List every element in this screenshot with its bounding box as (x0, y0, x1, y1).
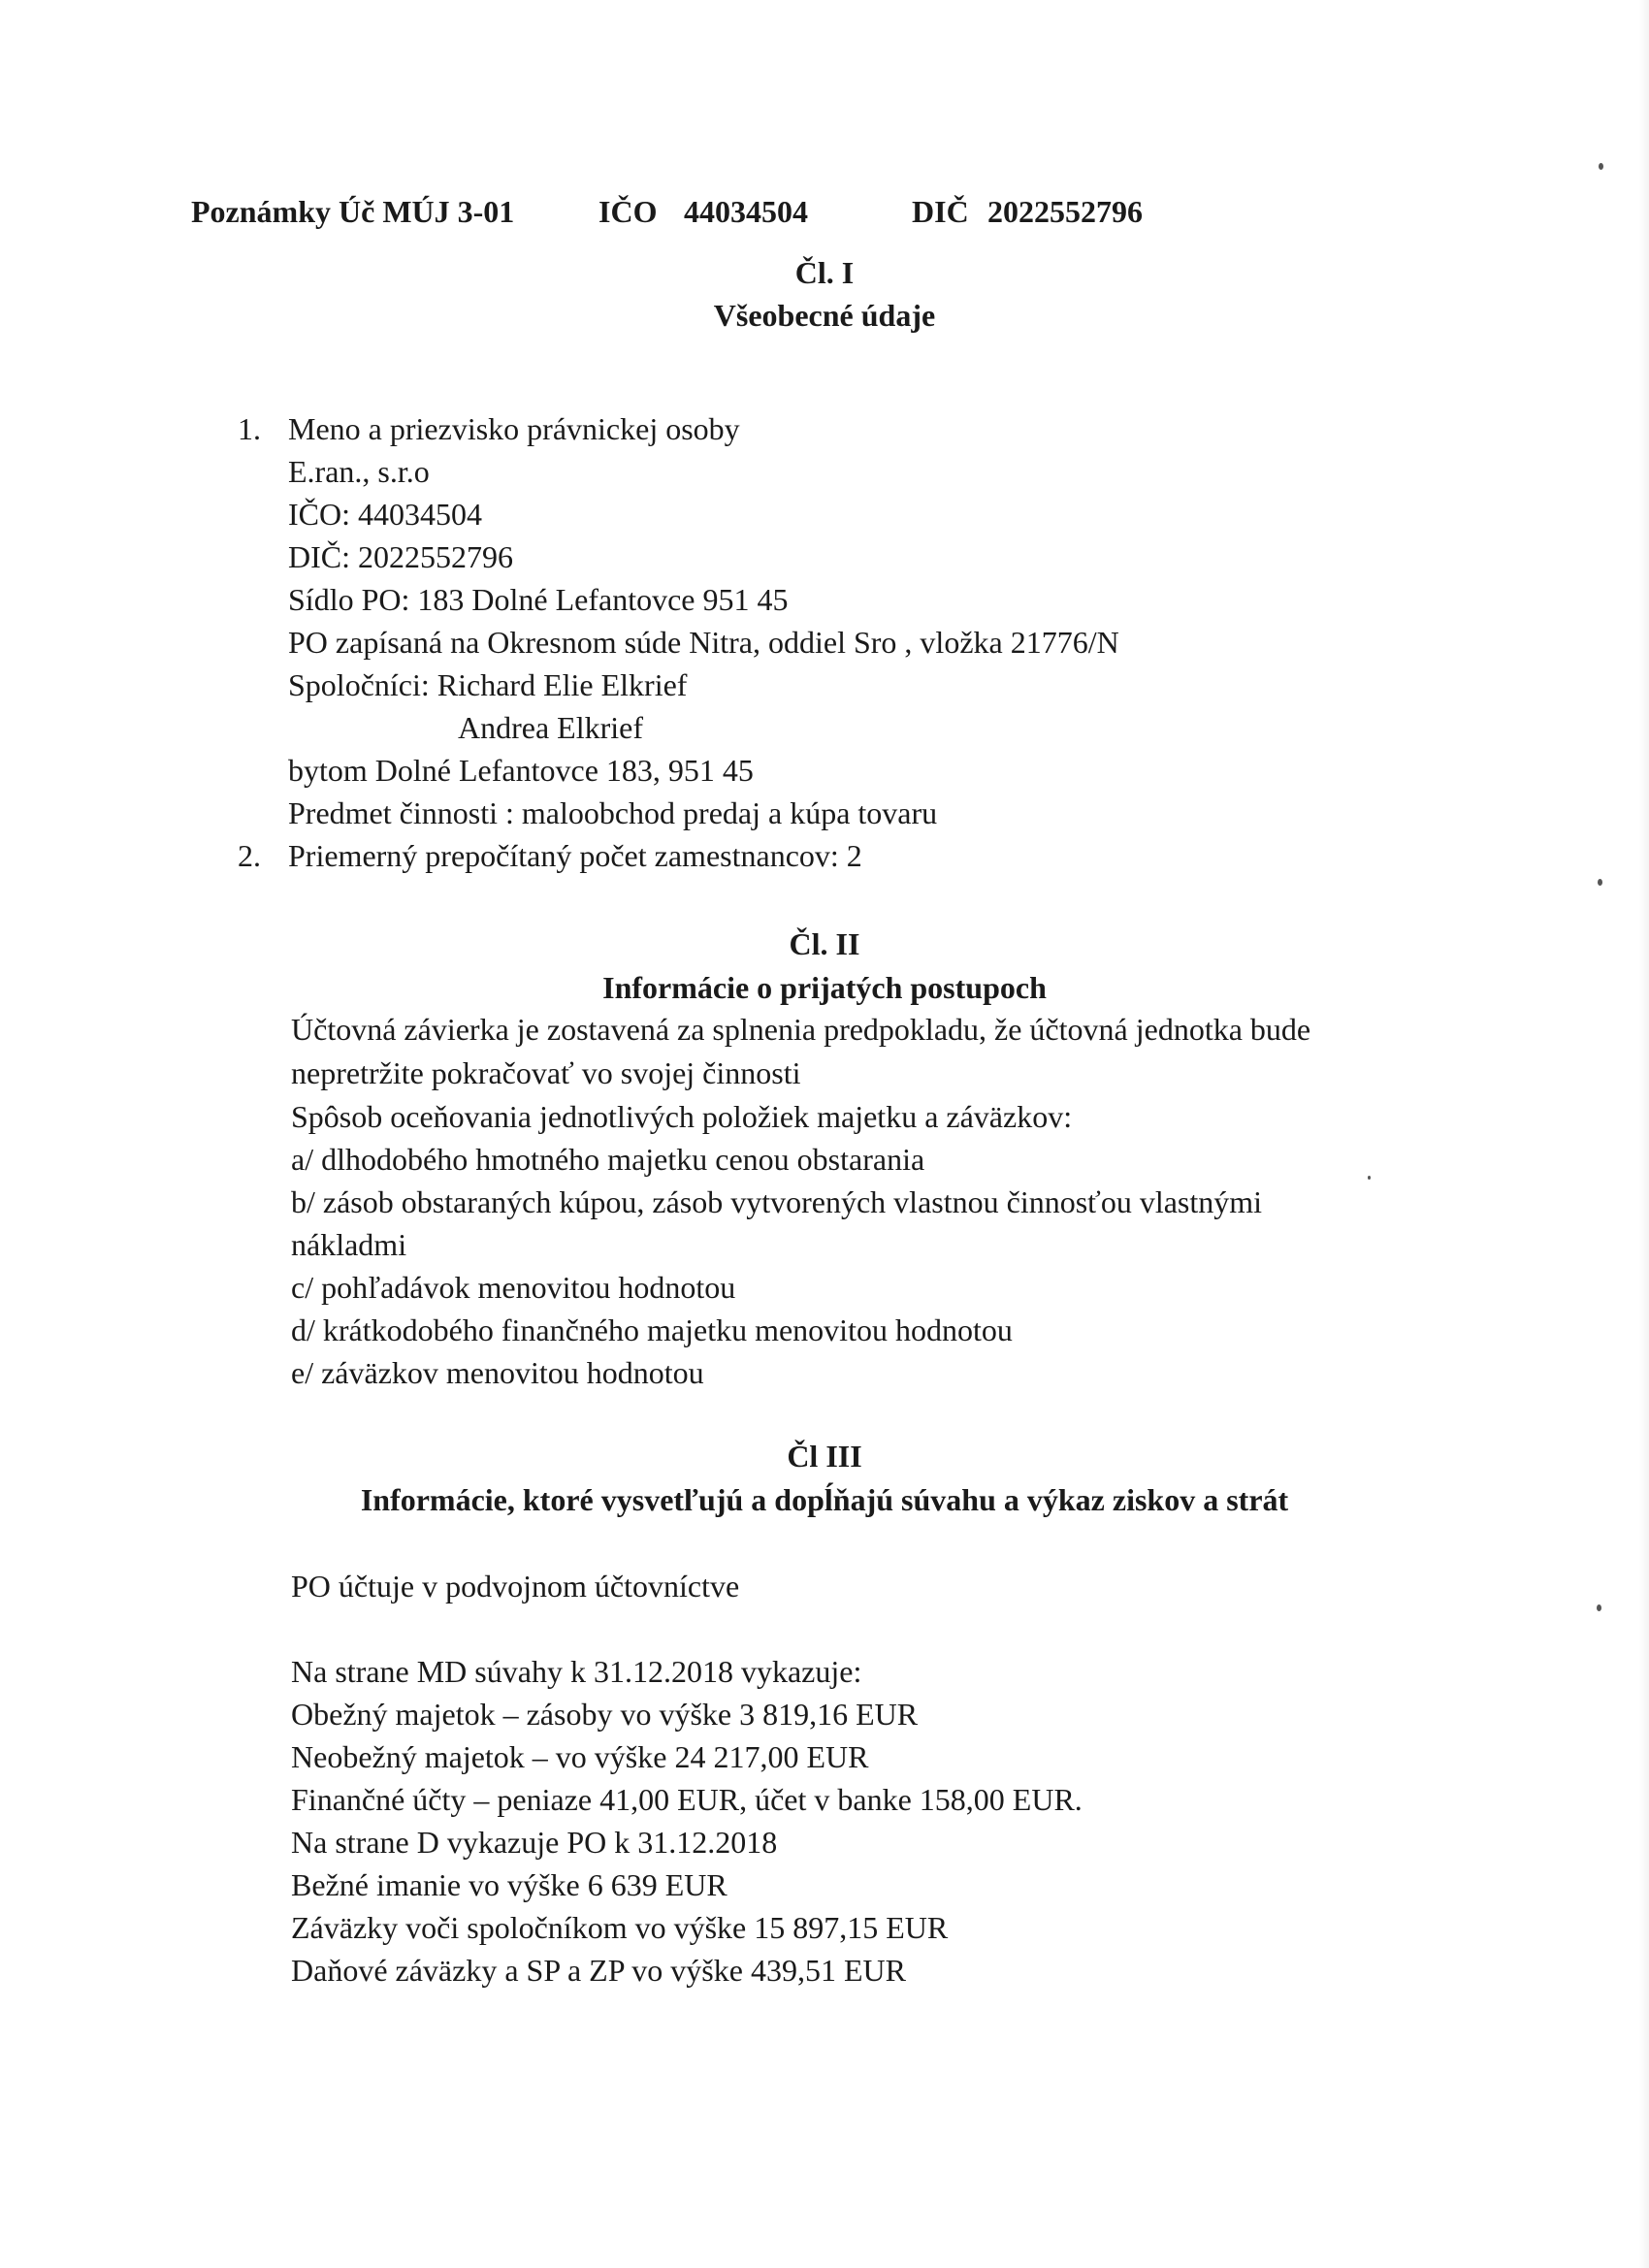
scan-speck (1599, 163, 1603, 170)
item2-number: 2. (238, 838, 261, 873)
item1-line: Spoločníci: Richard Elie Elkrief (288, 667, 688, 702)
section3-line: Záväzky voči spoločníkom vo výške 15 897,15 EUR (291, 1910, 949, 1945)
scan-edge-shadow (1639, 0, 1649, 2268)
section3-line: Na strane MD súvahy k 31.12.2018 vykazuje: (291, 1654, 862, 1689)
section1-title: Všeobecné údaje (713, 298, 936, 333)
section3-intro: PO účtuje v podvojnom účtovníctve (291, 1569, 740, 1604)
section3-line: Neobežný majetok – vo výške 24 217,00 EUR (291, 1739, 869, 1774)
item1-line: Andrea Elkrief (458, 710, 644, 745)
item1-line: E.ran., s.r.o (288, 454, 430, 489)
section2-line: d/ krátkodobého finančného majetku menovitou hodnotou (291, 1312, 1013, 1347)
item1-line: DIČ: 2022552796 (288, 539, 513, 574)
section3-heading: Čl III (787, 1439, 862, 1474)
item2-text: Priemerný prepočítaný počet zamestnancov: 2 (288, 838, 862, 873)
section3-line: Na strane D vykazuje PO k 31.12.2018 (291, 1825, 778, 1860)
ico-value: 44034504 (684, 194, 808, 229)
section3-title: Informácie, ktoré vysvetľujú a dopĺňajú súvahu a výkaz ziskov a strát (360, 1482, 1289, 1517)
item1-line: Predmet činnosti : maloobchod predaj a kúpa tovaru (288, 795, 938, 830)
section2-heading: Čl. II (789, 926, 860, 961)
section2-line: c/ pohľadávok menovitou hodnotou (291, 1270, 736, 1305)
section2-line: nepretržite pokračovať vo svojej činnosti (291, 1055, 801, 1090)
scan-speck (1598, 879, 1602, 886)
section3-line: Finančné účty – peniaze 41,00 EUR, účet v banke 158,00 EUR. (291, 1782, 1083, 1817)
section2-line: Spôsob oceňovania jednotlivých položiek majetku a záväzkov: (291, 1099, 1073, 1134)
dic-label: DIČ (912, 194, 969, 229)
section2-line: e/ záväzkov menovitou hodnotou (291, 1355, 704, 1390)
scan-speck (1368, 1176, 1371, 1180)
scan-speck (1597, 1604, 1601, 1611)
item1-number: 1. (238, 411, 261, 446)
section3-line: Obežný majetok – zásoby vo výške 3 819,16 EUR (291, 1697, 919, 1732)
section3-line: Daňové záväzky a SP a ZP vo výške 439,51 EUR (291, 1953, 906, 1988)
section1-heading: Čl. I (794, 255, 855, 290)
item1-line: bytom Dolné Lefantovce 183, 951 45 (288, 753, 754, 788)
section2-line: Účtovná závierka je zostavená za splnenia predpokladu, že účtovná jednotka bude (291, 1012, 1311, 1047)
item1-line: Sídlo PO: 183 Dolné Lefantovce 951 45 (288, 582, 789, 617)
notes-label: Poznámky Úč MÚJ 3-01 (191, 194, 515, 229)
item1-line: PO zapísaná na Okresnom súde Nitra, oddiel Sro , vložka 21776/N (288, 625, 1119, 660)
item1-line: Meno a priezvisko právnickej osoby (288, 411, 740, 446)
dic-value: 2022552796 (987, 194, 1143, 229)
item1-line: IČO: 44034504 (288, 497, 482, 532)
section2-title: Informácie o prijatých postupoch (602, 970, 1047, 1005)
section2-line: b/ zásob obstaraných kúpou, zásob vytvorených vlastnou činnosťou vlastnými (291, 1184, 1263, 1219)
section3-line: Bežné imanie vo výške 6 639 EUR (291, 1867, 728, 1902)
section2-line: nákladmi (291, 1227, 407, 1262)
ico-label: IČO (598, 194, 658, 229)
section2-line: a/ dlhodobého hmotného majetku cenou obstarania (291, 1142, 925, 1177)
